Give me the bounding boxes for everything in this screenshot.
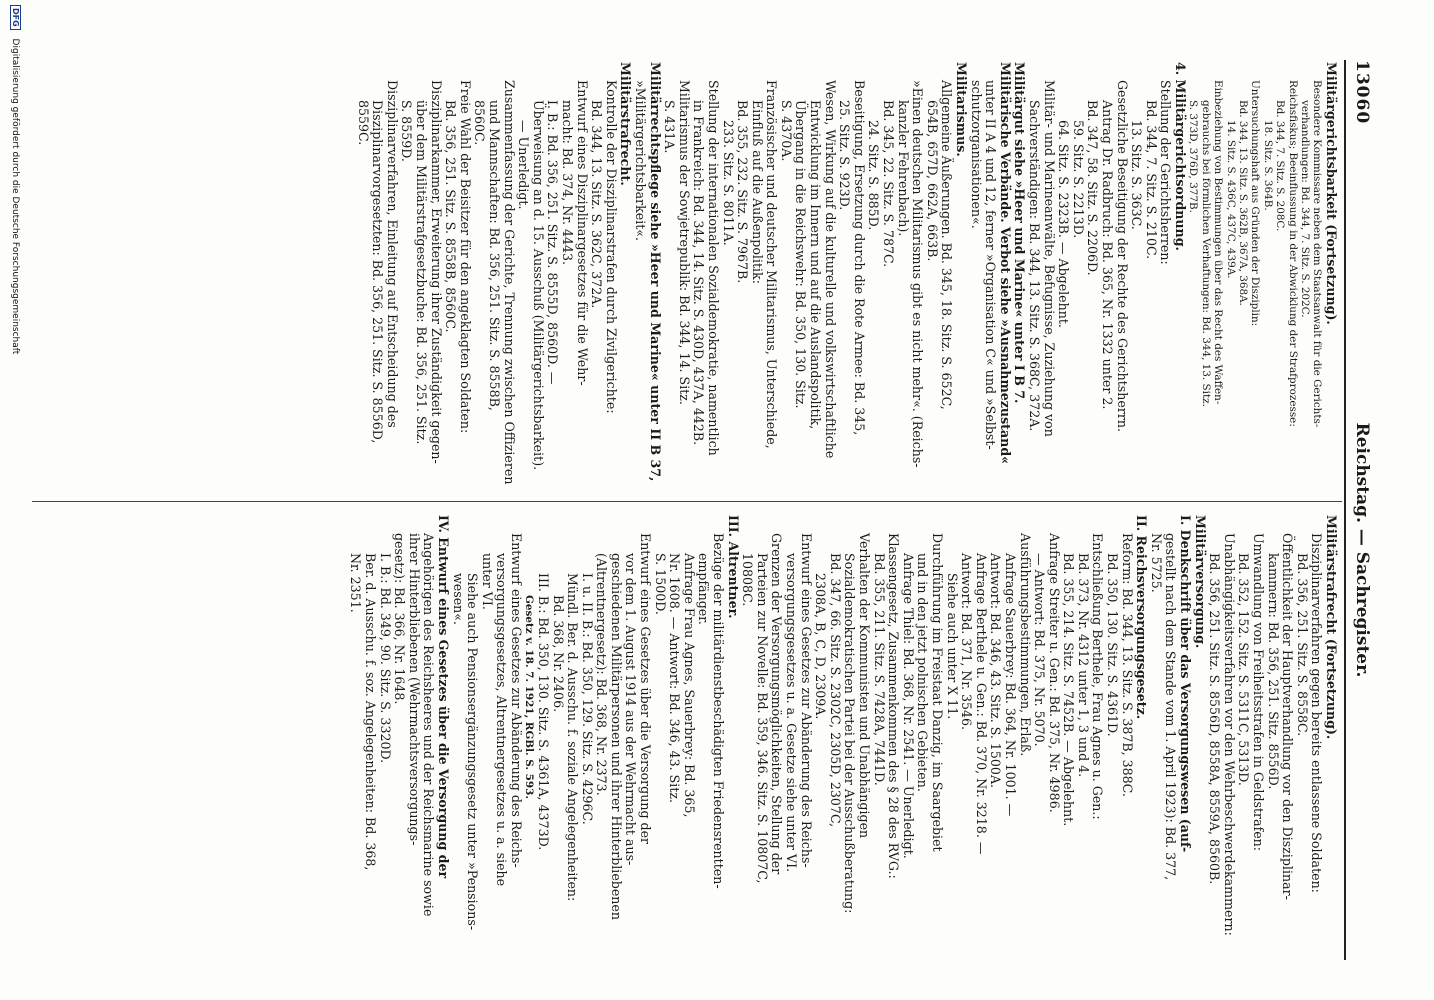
index-entry: Einbeziehung von Bestimmungen über das Recht des Waffen- bbox=[1212, 80, 1225, 405]
index-entry: versorgungsgesetzes, Altrentnergesetzes u. a. siehe bbox=[494, 553, 510, 887]
index-heading: Militärische Verbände. Verbot siehe »Ausnahmezustand« bbox=[997, 62, 1013, 464]
index-entry: 8560C. bbox=[472, 100, 488, 146]
page-number: 13060 bbox=[1352, 60, 1372, 125]
index-heading: I. Denkschrift über das Versorgungswesen (auf- bbox=[1178, 515, 1194, 853]
index-entry: Stellung der internationalen Sozialdemokratie, namentlich bbox=[705, 80, 721, 456]
index-entry: Allgemeine Äußerungen. Bd. 345, 18. Sitz. S. 652C, bbox=[939, 80, 955, 410]
index-entry: vor dem 1. August 1914 aus der Wehrmacht aus- bbox=[623, 553, 639, 866]
index-entry: 64. Sitz. S. 2323B. — Abgelehnt. bbox=[1056, 120, 1072, 328]
index-entry: Bd. 368, Nr. 2406. bbox=[550, 595, 566, 713]
index-entry: Anfrage Berthele u. Gen.: Bd. 370, Nr. 3218. — bbox=[973, 553, 989, 855]
index-entry: Bd. 347, 58. Sitz. S. 2206D. bbox=[1085, 100, 1101, 276]
index-entry: macht: Bd. 374, Nr. 4443. bbox=[560, 100, 575, 266]
index-entry: Bd. 373, Nr. 4312 unter 1, 3 und 4. bbox=[1075, 553, 1091, 778]
index-entry: in Frankreich: Bd. 344, 14. Sitz. S. 430D, 437A, 442B. bbox=[691, 100, 707, 446]
index-heading: III. Altrentner. bbox=[725, 515, 741, 619]
index-entry: Bd. 344, 13. Sitz. S. 362C, 372A. bbox=[589, 100, 605, 309]
index-entry: Ber. d. Ausschu. f. soz. Angelegenheiten: Bd. 368, bbox=[363, 553, 378, 871]
index-entry: Sozialdemokratischen Partei bei der Ausschußberatung: bbox=[842, 553, 858, 914]
running-title: Reichstag. — Sachregister. bbox=[1352, 422, 1372, 678]
index-entry: Antwort: Bd. 346, 43. Sitz. S. 1500A. bbox=[988, 553, 1004, 789]
index-entry: über dem Militärstrafgesetzbuche: Bd. 356, 251. Sitz. bbox=[414, 100, 430, 445]
index-heading: Militarismus. bbox=[954, 62, 970, 157]
index-entry: Parteien zur Novelle: Bd. 359, 346. Sitz. S. 10807C, bbox=[754, 553, 770, 884]
index-entry: 8559C. bbox=[355, 100, 371, 146]
index-heading: Militärversorgung. bbox=[1192, 515, 1208, 649]
index-entry: I. B.: Bd. 356, 251. Sitz. S. 8555D, 8560D. — bbox=[545, 100, 561, 385]
index-entry: Nr. 1608. — Antwort: Bd. 346, 43. Sitz. bbox=[667, 553, 683, 804]
index-entry: Anfrage Sauerbrey: Bd. 364, Nr. 1001. — bbox=[1002, 553, 1018, 817]
index-entry: Beseitigung, Ersetzung durch die Rote Armee: Bd. 345, bbox=[851, 80, 867, 436]
index-entry: Entwurf eines Gesetzes zur Abänderung des Reichs- bbox=[508, 533, 524, 868]
index-entry: Gesetzliche Beseitigung der Rechte des Gerichtsherrn. bbox=[1114, 80, 1130, 432]
index-entry: S. 431A. bbox=[662, 100, 678, 154]
index-entry: 59. Sitz. S. 2213D. bbox=[1070, 120, 1086, 239]
index-entry: Mündl. Ber. d. Ausschu. f. soziale Angelegenheiten: bbox=[565, 573, 581, 902]
index-entry: Bd. 344, 7. Sitz. S. 208C. bbox=[1274, 100, 1287, 232]
index-entry: Bezüge der militärdienstbeschädigten Friedensrentten- bbox=[711, 533, 727, 889]
index-entry: Durchführung im Freistaat Danzig, im Saargebiet bbox=[929, 533, 945, 852]
index-entry: Disziplinarverfahren gegen bereits entlassene Soldaten: bbox=[1309, 533, 1325, 893]
index-entry: 14. Sitz. S. 436C, 437C, 439A. bbox=[1224, 120, 1237, 279]
index-entry: 233. Sitz. S. 8011A. bbox=[720, 120, 736, 246]
digitization-footer bbox=[10, 5, 21, 995]
dfg-logo: DFG bbox=[10, 5, 21, 30]
index-entry: schutzorganisationen«. bbox=[968, 80, 984, 229]
index-entry: empfänger. bbox=[696, 553, 712, 625]
index-entry: Entwicklung im Innern und auf die Auslandspolitik, bbox=[808, 100, 824, 430]
index-entry: Entwurf eines Gesetzes über die Versorgung der bbox=[638, 533, 654, 845]
index-entry: Bd. 356, 251. Sitz. S. 8556D, 8558A, 8559A, 8560B. bbox=[1207, 553, 1223, 885]
index-entry: 13. Sitz. S. 363C. bbox=[1129, 120, 1145, 230]
index-entry: S. 8559D. bbox=[399, 100, 415, 162]
index-entry: verhandlungen: Bd. 344, 7. Sitz. S. 202C. bbox=[1299, 100, 1311, 318]
index-entry: Disziplinarverfahren, Einleitung auf Entscheidung des bbox=[384, 80, 400, 428]
index-entry: Bd. 356, 251. Sitz. S. 8558B, 8560C. bbox=[443, 100, 459, 333]
index-entry: kammern: Bd. 356, 251. Sitz. 8556D. bbox=[1265, 553, 1281, 790]
index-entry: und in den jetzt polnischen Gebieten. bbox=[915, 553, 931, 792]
index-entry: Bd. 347, 66. Sitz. S. 2302C, 2305D, 2307C, bbox=[827, 553, 843, 828]
index-entry: Bd. 350, 130. Sitz. S. 4361D. bbox=[1105, 553, 1121, 737]
index-entry: Freie Wahl der Beisitzer für den angeklagten Soldaten: bbox=[457, 80, 473, 434]
index-heading: II. Reichsversorgungsgesetz. bbox=[1134, 515, 1150, 720]
index-entry: ihrer Hinterbliebenen (Wehrmachtsversorgungs- bbox=[406, 533, 422, 846]
index-entry: Reichsfiskus; Beeinflussung in der Abwicklung der Strafprozesse: bbox=[1286, 80, 1299, 427]
index-entry: Ausführungsbestimmungen, Erlaß. bbox=[1017, 533, 1033, 757]
index-entry: kanzler Fehrenbach). bbox=[895, 100, 911, 237]
index-heading: Militärrechtspflege siehe »Heer und Marine« unter II B 37, bbox=[647, 62, 663, 482]
index-entry: Verhalten der Kommunisten und Unabhängigen bbox=[857, 533, 872, 839]
index-heading: Militärgerichtsbarkeit (Fortsetzung). bbox=[1324, 62, 1339, 325]
index-entry: Anfrage Thiel: Bd. 368, Nr. 2541. — Unerledigt. bbox=[900, 553, 916, 859]
index-entry: Entwurf eines Gesetzes zur Abänderung des Reichs- bbox=[798, 533, 814, 868]
index-entry: Bd. 352, 152. Sitz. S. 5311C, 5313D. bbox=[1236, 553, 1252, 786]
index-entry: gestellt nach dem Stande vom 1. April 1923): Bd. 377, bbox=[1163, 533, 1179, 881]
index-entry: Anfrage Streiter u. Gen.: Bd. 375, Nr. 4986. bbox=[1046, 533, 1062, 813]
index-heading: 4. Militärgerichtsordnung. bbox=[1172, 62, 1188, 251]
index-entry: Disziplinarkammer, Erweiterung ihrer Zuständigkeit gegen- bbox=[428, 80, 444, 464]
index-entry: Siehe auch unter X 11. bbox=[944, 573, 960, 720]
index-entry: S. 4370A. bbox=[778, 100, 794, 162]
index-heading: Gesetz v. 18. 7. 1921, RGBl. S. 593. bbox=[523, 595, 536, 799]
index-entry: Wesen, Wirkung auf die kulturelle und volkswirtschaftliche bbox=[822, 80, 838, 459]
index-heading: Militärstrafrecht. bbox=[618, 62, 634, 186]
index-entry: und Mannschaften: Bd. 356, 251. Sitz. S. 8558B, bbox=[487, 100, 503, 411]
index-entry: Nr. 5725. bbox=[1148, 533, 1164, 593]
index-entry: Bd. 344, 7. Sitz. S. 210C. bbox=[1143, 100, 1159, 260]
index-entry: Militarismus der Sowjetrepublik: Bd. 344, 14. Sitz. bbox=[676, 80, 692, 405]
index-entry: 2308A, B, C, D, 2309A. bbox=[813, 573, 829, 720]
index-entry: Kontrolle der Disziplinarstrafen durch Zivilgerichte: bbox=[603, 80, 619, 414]
index-entry: Bd. 356, 251. Sitz. S. 8558C. bbox=[1294, 553, 1310, 737]
index-entry: — Unerledigt. bbox=[516, 120, 532, 210]
index-entry: Bd. 344, 13. Sitz. S. 362B, 367A, 368A. bbox=[1236, 100, 1249, 306]
index-entry: »Militärgerichtsbarkeit«. bbox=[632, 80, 648, 241]
index-entry: I. B.: Bd. 349, 90. Sitz. S. 3320D. bbox=[377, 553, 393, 764]
index-entry: wesen«. bbox=[450, 573, 466, 625]
index-heading: IV. Entwurf eines Gesetzes über die Versorgung der bbox=[435, 515, 451, 879]
index-entry: Übergang in die Reichswehr: Bd. 350, 130. Sitz. bbox=[793, 100, 809, 409]
index-entry: versorgungsgesetzes u. a. Gesetze siehe unter VI. bbox=[784, 553, 800, 873]
index-entry: Französischer und deutscher Militarismus, Unterschiede, bbox=[764, 80, 780, 449]
index-entry: Siehe auch Pensionsergänzungsgesetz unter »Pensions- bbox=[465, 573, 481, 931]
index-entry: Umwandlung von Freiheitsstrafen in Geldstrafen: bbox=[1251, 533, 1267, 852]
index-entry: 654B, 657D, 662A, 663B. bbox=[924, 100, 940, 262]
index-entry: 25. Sitz. S. 923D. bbox=[837, 100, 853, 211]
index-entry: Klassengesetz, Zusammenkommen des § 28 des RVG.: bbox=[886, 533, 902, 879]
index-entry: Einfluß auf die Außenpolitik: bbox=[749, 100, 765, 284]
index-entry: (Altrentnergesetz): Bd. 368, Nr. 2373. bbox=[594, 553, 610, 796]
right-column bbox=[348, 515, 1338, 945]
index-entry: 18. Sitz. S. 364B. bbox=[1261, 120, 1274, 211]
index-entry: Disziplinarvorgesetzten: Bd. 356, 251. Sitz. S. 8556D, bbox=[370, 100, 386, 444]
index-entry: Untersuchungshaft aus Gründen der Disziplin: bbox=[1249, 80, 1262, 327]
index-entry: Antrag Dr. Radbruch: Bd. 365, Nr. 1332 unter 2. bbox=[1099, 100, 1115, 410]
index-entry: III. B.: Bd. 350, 130. Sitz. S. 4361A, 4373D. bbox=[535, 573, 551, 851]
index-entry: Sachverständigen: Bd. 344, 13. Sitz. S. 368C, 372A. bbox=[1027, 100, 1042, 432]
left-column bbox=[355, 62, 1338, 492]
index-entry: unter VI. bbox=[479, 553, 495, 610]
index-entry: Nr. 2351. bbox=[348, 553, 364, 613]
index-entry: gebrauchs bei förmlichen Verhaftungen: Bd. 344, 13. Sitz. bbox=[1199, 100, 1212, 407]
index-entry: gesetz): Bd. 366, Nr. 1648. bbox=[392, 533, 408, 705]
index-entry: Überweisung an d. 15. Ausschuß (Militärgerichtsbarkeit). bbox=[530, 100, 546, 471]
index-entry: Militär- und Marineanwälte, Befugnisse, Zuziehung von bbox=[1041, 80, 1057, 437]
index-entry: Unabhängigkeitsverfahren vor den Wehrbeschwerdekammern: bbox=[1221, 533, 1237, 936]
index-entry: Grenzen der Versorgungsmöglichkeiten, Stellung der bbox=[769, 533, 785, 875]
index-entry: Entwurf eines Disziplinargesetzes für die Wehr- bbox=[574, 80, 590, 386]
index-entry: S. 1500D. bbox=[652, 553, 668, 615]
index-entry: I. u. II. B.: Bd. 350, 129. Sitz. S. 4296C. bbox=[579, 573, 595, 825]
index-entry: Anfrage Frau Agnes, Sauerbrey: Bd. 365, bbox=[681, 553, 697, 818]
index-entry: geschiedenen Militärpersonen und ihrer Hinterbliebenen bbox=[608, 553, 624, 920]
index-entry: Antwort: Bd. 371, Nr. 3546. bbox=[959, 553, 975, 731]
index-entry: Bd. 345, 22. Sitz. S. 787C. bbox=[881, 100, 897, 268]
index-entry: Angehörigen des Reichsheeres und der Reichsmarine sowie bbox=[421, 533, 437, 917]
index-entry: Stellung der Gerichtsherren: bbox=[1158, 80, 1174, 265]
index-entry: Reform: Bd. 344, 13. Sitz. S. 387B, 388C. bbox=[1119, 533, 1135, 797]
index-entry: Bd. 355, 232. Sitz. S. 7967B. bbox=[735, 100, 751, 284]
index-entry: Bd. 355, 214. Sitz. S. 7452B. — Abgelehnt. bbox=[1061, 553, 1077, 827]
column-divider bbox=[32, 501, 1342, 502]
index-entry: unter II A 4 und 12, ferner »Organisation C« und »Selbst- bbox=[983, 80, 999, 450]
index-entry: Zusammenfassung der Gerichte, Trennung zwischen Offizieren bbox=[501, 80, 517, 485]
footer-text: Digitalisierung gefördert durch die Deutsche Forschungsgemeinschaft bbox=[10, 38, 20, 355]
index-entry: Besondere Kommissare neben dem Staatsanwalt für die Gerichts- bbox=[1311, 80, 1324, 428]
index-entry: Bd. 355, 211. Sitz. S. 7428A, 7441D. bbox=[871, 553, 887, 786]
index-entry: Entschließung Berthele, Frau Agnes u. Gen.: bbox=[1090, 533, 1106, 820]
index-heading: Militärgut siehe »Heer und Marine« unter I B 7. bbox=[1012, 62, 1028, 404]
header-rule bbox=[1344, 60, 1346, 960]
index-entry: 10808C. bbox=[740, 553, 756, 607]
index-entry: S. 373D, 376D, 377B. bbox=[1187, 100, 1200, 213]
index-entry: 24. Sitz. S. 885D. bbox=[866, 120, 882, 231]
index-entry: »Einen deutschen Militarismus gibt es nicht mehr«. (Reichs- bbox=[910, 80, 926, 468]
index-entry: Öffentlichkeit der Hauptverhandlung vor den Disziplinar- bbox=[1280, 533, 1296, 900]
index-entry: — Antwort: Bd. 375, Nr. 5070. bbox=[1032, 553, 1048, 747]
index-heading: Militärstrafrecht (Fortsetzung). bbox=[1324, 515, 1339, 740]
